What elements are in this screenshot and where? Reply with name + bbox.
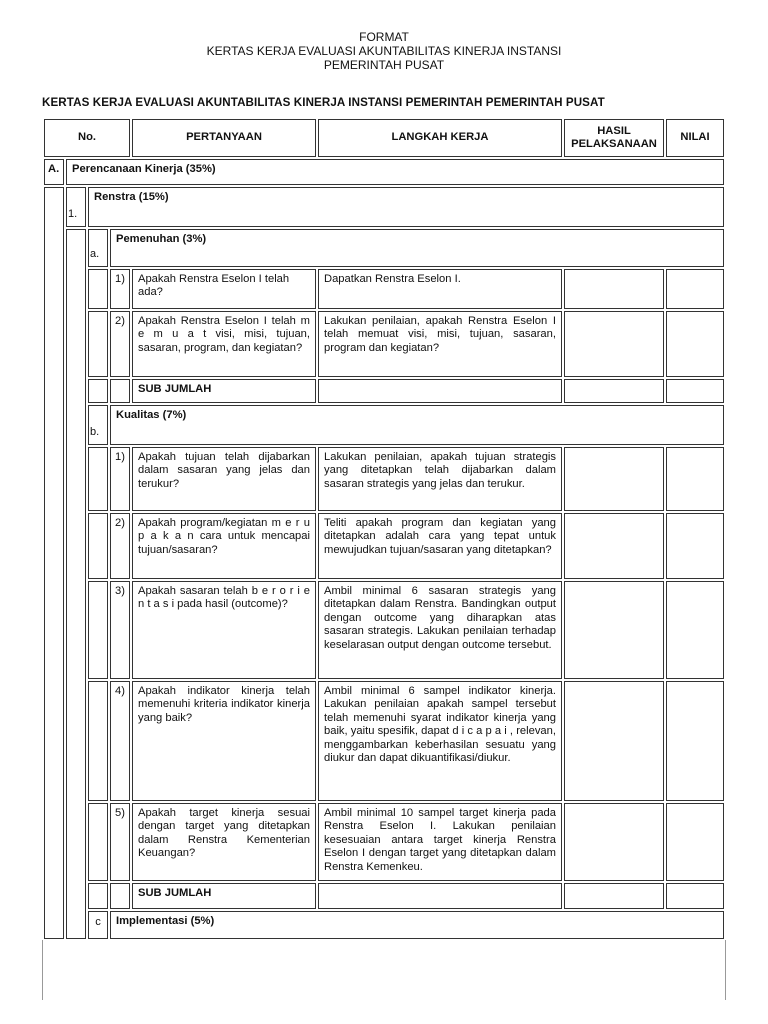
sub-1-marker: 1. bbox=[66, 187, 86, 227]
step-cell: Lakukan penilaian, apakah Renstra Eselon I telah memuat visi, misi, tujuan, sasaran, program dan kegiatan? bbox=[318, 311, 562, 377]
hasil-cell[interactable] bbox=[564, 513, 664, 579]
row-number: 4) bbox=[110, 681, 130, 801]
col-header-hasil-pelaksanaan: HASIL PELAKSANAAN bbox=[564, 119, 664, 157]
step-cell: Teliti apakah program dan kegiatan yang ditetapkan adalah cara yang tepat untuk mewujudkan tujuan/sasaran yang ditetapkan? bbox=[318, 513, 562, 579]
step-cell: Dapatkan Renstra Eselon I. bbox=[318, 269, 562, 309]
nilai-cell[interactable] bbox=[666, 581, 724, 679]
document-header bbox=[0, 30, 768, 72]
row-number: 1) bbox=[110, 269, 130, 309]
row-number: 2) bbox=[110, 513, 130, 579]
row-number: 2) bbox=[110, 311, 130, 377]
hasil-cell[interactable] bbox=[564, 269, 664, 309]
section-a-label: Perencanaan Kinerja (35%) bbox=[66, 159, 724, 185]
question-cell: Apakah indikator kinerja telah memenuhi kriteria indikator kinerja yang baik? bbox=[132, 681, 316, 801]
sub-1-label: Renstra (15%) bbox=[88, 187, 724, 227]
section-a-marker: A. bbox=[44, 159, 64, 185]
col-header-no: No. bbox=[44, 119, 130, 157]
hasil-cell[interactable] bbox=[564, 379, 664, 403]
col-header-langkah-kerja: LANGKAH KERJA bbox=[318, 119, 562, 157]
hasil-cell[interactable] bbox=[564, 803, 664, 881]
step-cell: Ambil minimal 6 sampel indikator kinerja. Lakukan penilaian apakah sampel tersebut telah memenuhi syarat indikator kinerja yang baik, yaitu spesifik, dapat d i c a p a i , relevan, menggambarkan keberhasilan sesuatu yang diukur dan dapat dikuantifikasi/diukur. bbox=[318, 681, 562, 801]
page-continuation-frame bbox=[42, 940, 726, 1000]
question-cell: Apakah program/kegiatan m e r u p a k a n cara untuk mencapai tujuan/sasaran? bbox=[132, 513, 316, 579]
sub-c-label: Implementasi (5%) bbox=[110, 911, 724, 939]
col-header-nilai: NILAI bbox=[666, 119, 724, 157]
hasil-cell[interactable] bbox=[564, 311, 664, 377]
sub-a-marker: a. bbox=[88, 229, 108, 267]
nilai-cell[interactable] bbox=[666, 803, 724, 881]
sub-jumlah-label: SUB JUMLAH bbox=[132, 379, 316, 403]
hasil-cell[interactable] bbox=[564, 681, 664, 801]
hasil-cell[interactable] bbox=[564, 447, 664, 511]
nilai-cell[interactable] bbox=[666, 681, 724, 801]
header-line-3: PEMERINTAH PUSAT bbox=[323, 58, 445, 72]
question-cell: Apakah target kinerja sesuai dengan target yang ditetapkan dalam Renstra Kementerian Keuangan? bbox=[132, 803, 316, 881]
col-header-pertanyaan: PERTANYAAN bbox=[132, 119, 316, 157]
nilai-cell[interactable] bbox=[666, 447, 724, 511]
question-cell: Apakah Renstra Eselon I telah m e m u a t visi, misi, tujuan, sasaran, program, dan kegiatan? bbox=[132, 311, 316, 377]
row-number: 5) bbox=[110, 803, 130, 881]
question-cell: Apakah Renstra Eselon I telah ada? bbox=[132, 269, 316, 309]
sub-jumlah-label: SUB JUMLAH bbox=[132, 883, 316, 909]
row-number: 3) bbox=[110, 581, 130, 679]
question-cell: Apakah sasaran telah b e r o r i e n t a s i pada hasil (outcome)? bbox=[132, 581, 316, 679]
indent-column-1 bbox=[66, 229, 86, 939]
row-number: 1) bbox=[110, 447, 130, 511]
nilai-cell[interactable] bbox=[666, 269, 724, 309]
hasil-cell[interactable] bbox=[564, 581, 664, 679]
nilai-cell[interactable] bbox=[666, 379, 724, 403]
sub-c-marker: c bbox=[88, 911, 108, 939]
hasil-cell[interactable] bbox=[564, 883, 664, 909]
header-line-1: FORMAT bbox=[359, 30, 409, 44]
sub-b-marker: b. bbox=[88, 405, 108, 445]
indent-column-a bbox=[44, 187, 64, 939]
step-cell: Ambil minimal 6 sasaran strategis yang ditetapkan dalam Renstra. Bandingkan output dengan outcome yang diharapkan atas sasaran strategis. Lakukan penilaian terhadap keselarasan output dengan outcome tersebut. bbox=[318, 581, 562, 679]
header-line-2: KERTAS KERJA EVALUASI AKUNTABILITAS KINERJA INSTANSI bbox=[206, 44, 562, 58]
step-cell: Lakukan penilaian, apakah tujuan strategis yang ditetapkan telah dijabarkan dalam sasaran strategis yang jelas dan terukur. bbox=[318, 447, 562, 511]
document-title: KERTAS KERJA EVALUASI AKUNTABILITAS KINERJA INSTANSI PEMERINTAH PEMERINTAH PUSAT bbox=[42, 96, 605, 109]
nilai-cell[interactable] bbox=[666, 513, 724, 579]
nilai-cell[interactable] bbox=[666, 883, 724, 909]
step-cell: Ambil minimal 10 sampel target kinerja pada Renstra Eselon I. Lakukan penilaian kesesuaian antara target kinerja Renstra Eselon I dengan target yang ditetapkan dalam Renstra Kemenkeu. bbox=[318, 803, 562, 881]
sub-a-label: Pemenuhan (3%) bbox=[110, 229, 724, 267]
question-cell: Apakah tujuan telah dijabarkan dalam sasaran yang jelas dan terukur? bbox=[132, 447, 316, 511]
nilai-cell[interactable] bbox=[666, 311, 724, 377]
sub-b-label: Kualitas (7%) bbox=[110, 405, 724, 445]
